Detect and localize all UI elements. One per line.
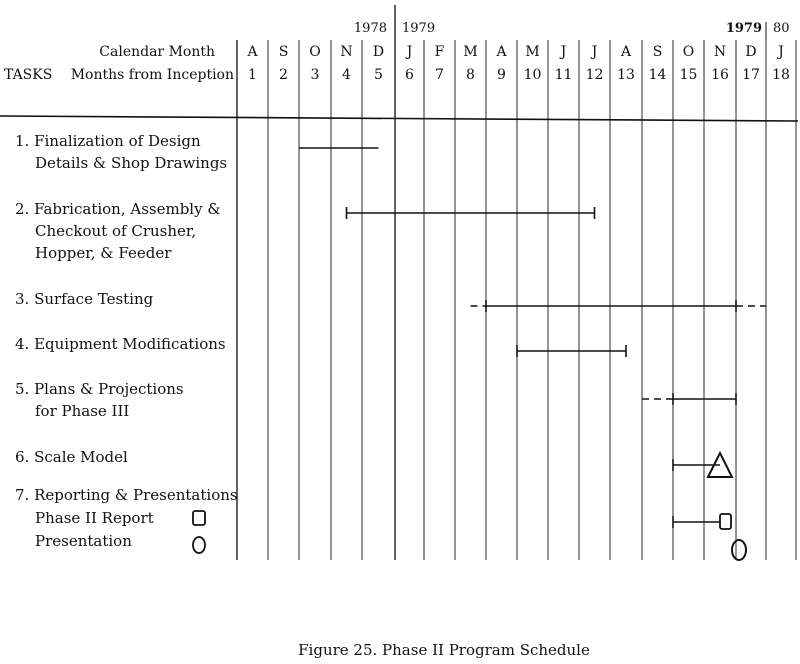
month-number: 5	[374, 67, 383, 83]
month-number: 16	[711, 67, 729, 83]
month-number: 17	[742, 67, 760, 83]
month-letter: O	[682, 44, 695, 60]
task-1-line-1: 1. Finalization of Design	[15, 132, 201, 150]
month-number: 18	[772, 67, 790, 83]
task-5-line-2: for Phase III	[35, 402, 130, 420]
task-labels	[15, 132, 238, 550]
month-letter: J	[406, 44, 413, 60]
month-headers	[246, 44, 789, 83]
month-letter: M	[525, 44, 540, 60]
task-4-line-1: 4. Equipment Modifications	[15, 335, 226, 353]
task-5-line-1: 5. Plans & Projections	[15, 380, 184, 398]
month-letter: A	[247, 44, 258, 60]
task-7-line-1: 7. Reporting & Presentations	[15, 486, 238, 504]
month-letter: A	[620, 44, 632, 60]
year-1978-label: 1978	[353, 21, 387, 36]
task-3-line-1: 3. Surface Testing	[15, 290, 154, 308]
month-letter: J	[591, 44, 598, 60]
month-letter: O	[309, 44, 321, 60]
month-number: 10	[523, 67, 542, 83]
task-1-line-2: Details & Shop Drawings	[35, 154, 228, 172]
month-number: 7	[435, 67, 444, 83]
month-number: 9	[497, 67, 506, 83]
task-2-line-3: Hopper, & Feeder	[35, 244, 172, 262]
year-80-label: 80	[773, 21, 790, 36]
month-letter: A	[496, 44, 507, 60]
month-letter: J	[560, 44, 567, 60]
month-letter: S	[278, 44, 289, 60]
presentation-milestone-circle-icon	[732, 540, 746, 560]
report-milestone-square-icon	[720, 514, 731, 529]
month-letter: D	[372, 44, 385, 60]
presentation-legend-circle-icon	[193, 537, 205, 553]
month-number: 2	[279, 67, 288, 83]
month-number: 1	[248, 67, 257, 83]
month-number: 11	[554, 67, 573, 83]
month-number: 12	[585, 67, 604, 83]
month-number: 14	[648, 67, 667, 83]
task-2-line-1: 2. Fabrication, Assembly &	[15, 200, 221, 218]
month-number: 8	[466, 67, 475, 83]
tasks-label: TASKS	[4, 67, 53, 83]
header-bottom-rule	[0, 116, 798, 121]
month-number: 4	[342, 67, 351, 83]
year-1979-end-label: 1979	[725, 21, 762, 36]
month-number: 3	[310, 67, 320, 83]
months-from-inception-label: Months from Inception	[70, 67, 234, 83]
figure-caption: Figure 25. Phase II Program Schedule	[298, 641, 590, 659]
month-letter: N	[340, 44, 353, 60]
report-legend-square-icon	[193, 511, 205, 525]
month-letter: F	[434, 44, 445, 60]
task-2-line-2: Checkout of Crusher,	[35, 222, 197, 240]
schedule-bars	[299, 148, 766, 560]
task-6-line-1: 6. Scale Model	[15, 448, 128, 466]
month-number: 15	[679, 67, 698, 83]
month-letter: M	[463, 44, 478, 60]
month-number: 13	[617, 67, 635, 83]
year-1979-label: 1979	[402, 21, 436, 36]
month-letter: S	[652, 44, 663, 60]
calendar-month-label: Calendar Month	[99, 44, 215, 60]
month-letter: D	[745, 44, 757, 60]
month-number: 6	[405, 67, 414, 83]
month-letter: J	[778, 44, 784, 60]
task-7-report-label: Phase II Report	[35, 509, 154, 527]
task-7-presentation-label: Presentation	[35, 532, 132, 550]
month-letter: N	[713, 44, 727, 60]
